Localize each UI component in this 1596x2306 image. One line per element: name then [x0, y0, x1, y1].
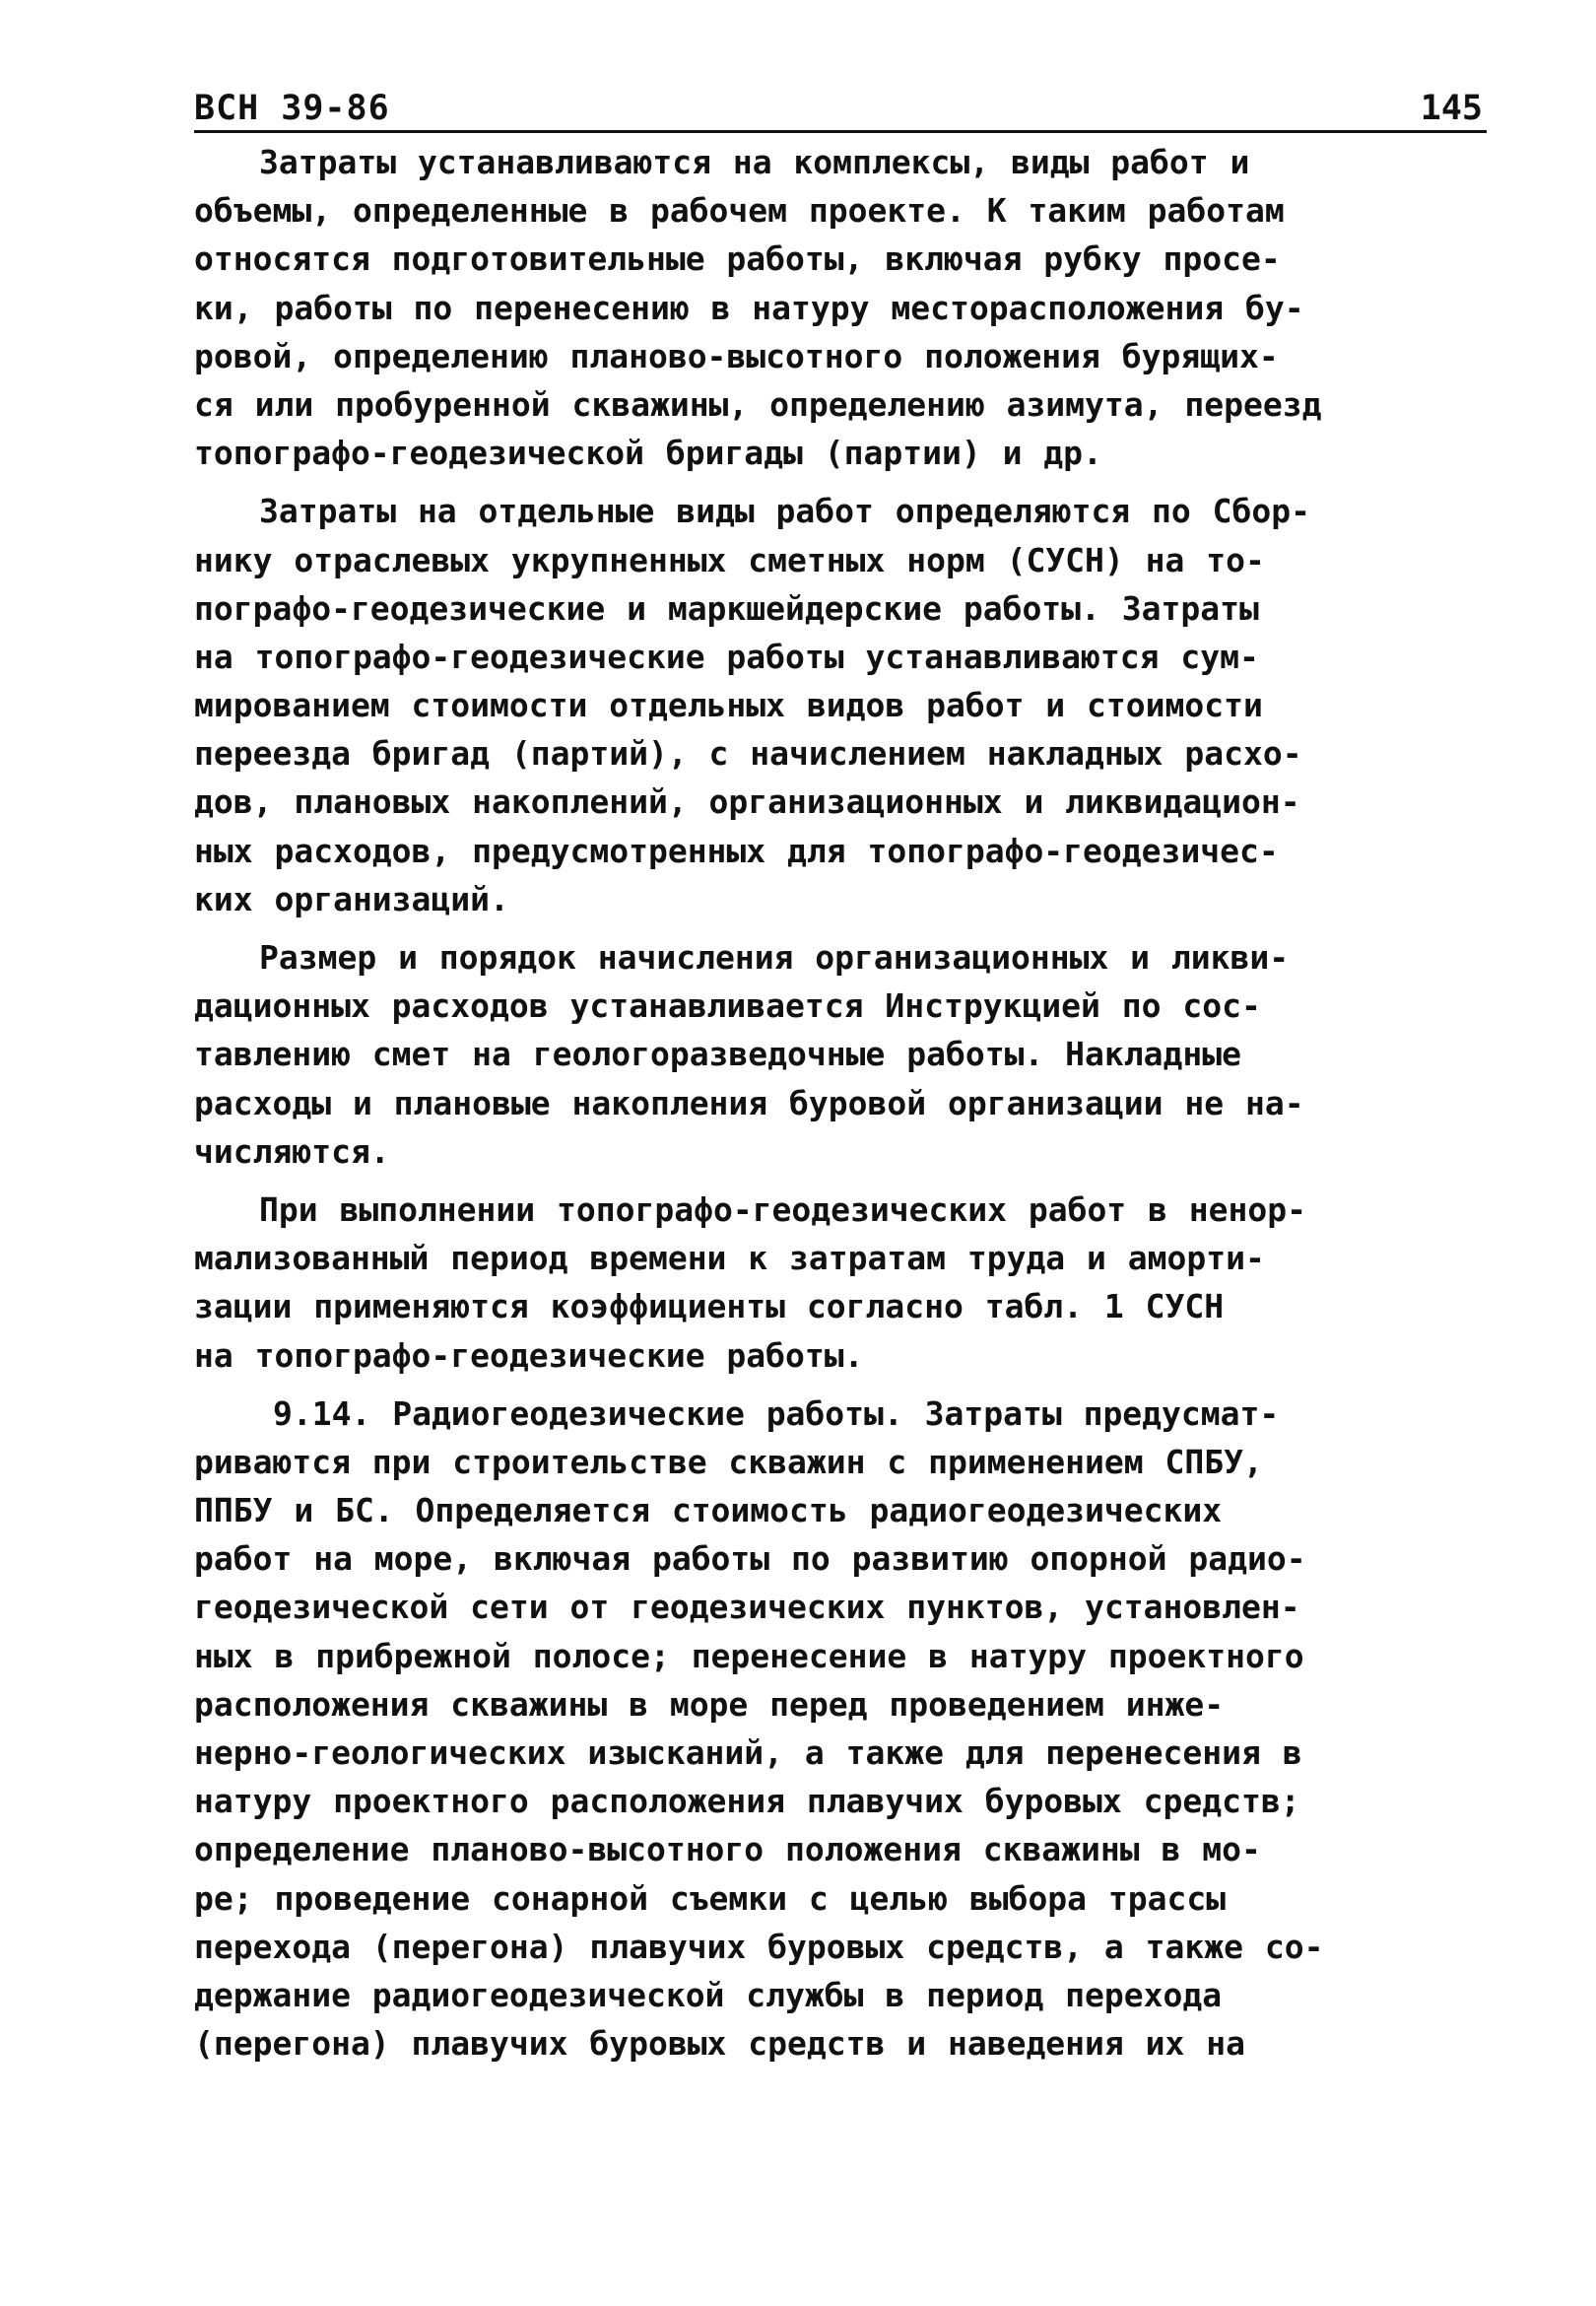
- document-code: ВСН 39-86: [194, 89, 390, 128]
- text-line: определение планово-высотного положения скважины в мо-: [194, 1830, 1261, 1869]
- text-line: ППБУ и БС. Определяется стоимость радиогеодезических: [194, 1491, 1223, 1530]
- text-line: топографо-геодезической бригады (партии) и др.: [194, 434, 1102, 473]
- text-line: дов, плановых накоплений, организационных и ликвидацион-: [194, 782, 1300, 822]
- text-line: нерно-геологических изысканий, а также для перенесения в: [194, 1733, 1302, 1772]
- text-line: на топографо-геодезические работы устанавливаются сум-: [194, 637, 1259, 676]
- text-line: Размер и порядок начисления организационных и ликви-: [259, 938, 1290, 977]
- text-line: ных расходов, предусмотренных для топографо-геодезичес-: [194, 831, 1279, 870]
- text-line: При выполнении топографо-геодезических работ в ненор-: [259, 1189, 1306, 1229]
- text-line: ре; проведение сонарной съемки с целью выбора трассы: [194, 1878, 1227, 1918]
- text-line: числяются.: [194, 1131, 390, 1171]
- text-line: геодезической сети от геодезических пунктов, установлен-: [194, 1588, 1300, 1627]
- text-line: Затраты устанавливаются на комплексы, виды работ и: [259, 143, 1250, 181]
- text-line: Затраты на отдельные виды работ определяются по Сбор-: [259, 492, 1310, 531]
- text-line: ких организаций.: [194, 879, 509, 918]
- text-line: ся или пробуренной скважины, определению азимута, переезд: [194, 384, 1322, 424]
- text-line: мализованный период времени к затратам труда и аморти-: [194, 1239, 1265, 1278]
- text-line: пографо-геодезические и маркшейдерские работы. Затраты: [194, 588, 1259, 628]
- body-text: [194, 138, 1487, 2077]
- text-line: мированием стоимости отдельных видов работ и стоимости: [194, 686, 1263, 725]
- paragraph-separate-works: [194, 487, 1487, 923]
- text-line: ровой, определению планово-высотного положения бурящих-: [194, 336, 1279, 375]
- text-line: расположения скважины в море перед проведением инже-: [194, 1684, 1225, 1724]
- text-line: относятся подготовительные работы, включая рубку просе-: [194, 239, 1281, 279]
- paragraph-coefficients: [194, 1186, 1487, 1380]
- text-line: нику отраслевых укрупненных сметных норм (СУСН) на то-: [194, 540, 1265, 579]
- text-line: тавлению смет на геологоразведочные работы. Накладные: [194, 1035, 1241, 1074]
- text-line: зации применяются коэффициенты согласно табл. 1 СУСН: [194, 1287, 1225, 1326]
- text-line: риваются при строительстве скважин с применением СПБУ,: [194, 1442, 1263, 1481]
- text-line: 9.14. Радиогеодезические работы. Затраты предусмат-: [273, 1393, 1280, 1433]
- page-number: 145: [1420, 89, 1483, 128]
- text-line: на топографо-геодезические работы.: [194, 1335, 864, 1375]
- page-header: [194, 91, 1487, 133]
- text-line: ки, работы по перенесению в натуру месторасположения бу-: [194, 288, 1304, 327]
- text-line: перехода (перегона) плавучих буровых средств, а также со-: [194, 1927, 1324, 1966]
- text-line: дационных расходов устанавливается Инструкцией по сос-: [194, 986, 1261, 1026]
- text-line: переезда бригад (партий), с начислением накладных расхо-: [194, 734, 1302, 774]
- text-line: ных в прибрежной полосе; перенесение в натуру проектного: [194, 1636, 1304, 1675]
- text-line: работ на море, включая работы по развитию опорной радио-: [194, 1539, 1306, 1579]
- paragraph-section-9-14: [194, 1390, 1487, 2069]
- paragraph-costs-complexes: [194, 138, 1487, 477]
- text-line: держание радиогеодезической службы в период перехода: [194, 1975, 1223, 2014]
- text-line: расходы и плановые накопления буровой организации не на-: [194, 1083, 1304, 1122]
- paragraph-organizational-expenses: [194, 933, 1487, 1176]
- text-line: объемы, определенные в рабочем проекте. К таким работам: [194, 191, 1285, 231]
- text-line: натуру проектного расположения плавучих буровых средств;: [194, 1782, 1300, 1821]
- text-line: (перегона) плавучих буровых средств и наведения их на: [194, 2024, 1245, 2064]
